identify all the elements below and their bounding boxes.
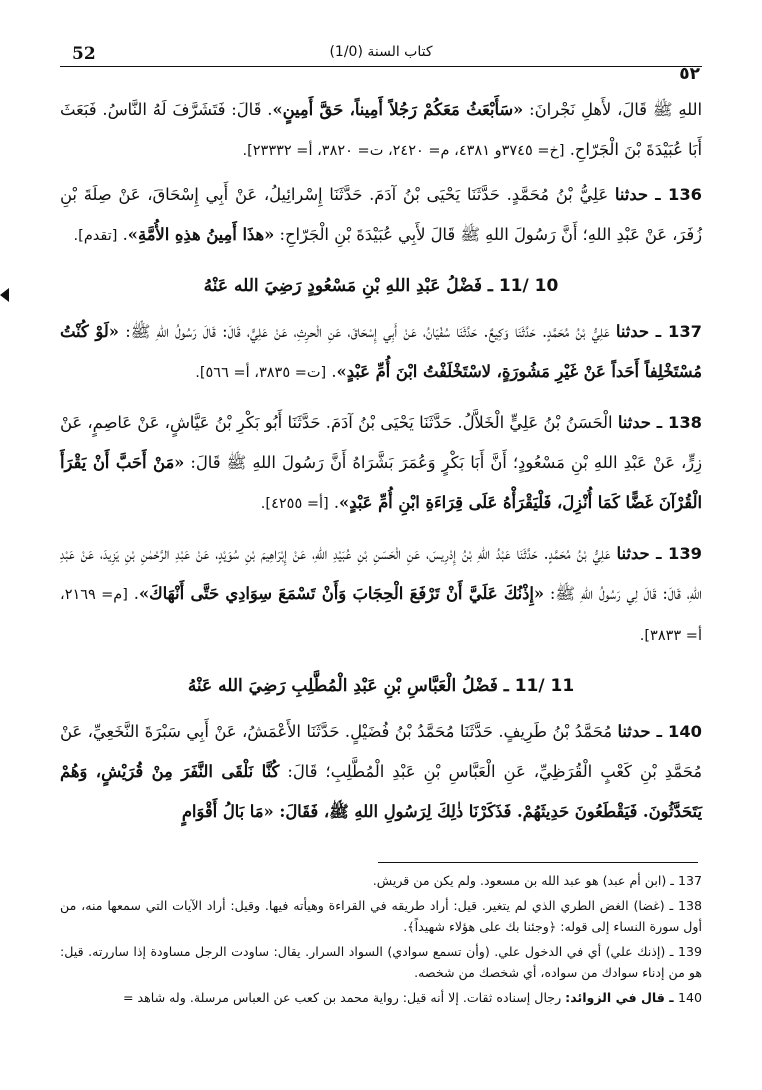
hadith-135-continuation: اللهِ ﷺ قَالَ، لأَهلِ نَجْرانَ: «سَأَبْعَثُ مَعَكُمْ رَجُلاً أَمِيناً، حَقَّ أَمِينٍ». قَالَ: فَتَشَرَّفَ لَهُ النَّاسُ. فَبَعَثَ أَبَا عُبَيْدَةَ بْنَ الْجَرّاحِ. [خ= ٣٧٤٥و ٤٣٨١، م= ٢٤٢٠، ت= ٣٨٢٠، أ= ٢٣٣٣٢]. (60, 100, 702, 159)
hadith-number: 139 (668, 544, 703, 563)
reference: [م= ٢١٦٩، أ= ٣٨٣٣]. (60, 587, 702, 644)
footnote-number: 138 (677, 897, 702, 913)
companion-quote: كُنَّا نَلْقَى النَّفَرَ مِنْ قُرَيْشٍ، وَهُمْ يَتَحَدَّثُونَ. فَيَقْطَعُونَ حَدِيثَهُمْ. فَذَكَرْنَا ذٰلِكَ لِرَسُولِ اللهِ ﷺ، فَقَالَ: (60, 762, 702, 821)
hadith-136: 136 ـ حدثنا عَلِيُّ بْنُ مُحَمَّدٍ. حَدَّثَنَا يَحْيَى بْنُ آدَمَ. حَدَّثَنَا إِسْرائِيلُ، عَنْ أَبِي إِسْحَاقَ، عَنْ صِلَةَ بْنِ زُفَرَ، عَنْ عَبْدِ اللهِ؛ أَنَّ رَسُولَ اللهِ ﷺ قَالَ لأَبِي عُبَيْدَةَ بْنِ الْجَرّاحِ: «هذَا أَمِينُ هذِهِ الأُمَّةِ». [تقدم]. (60, 185, 703, 244)
hadith-lead: حدثنا (617, 413, 651, 432)
footnote-140 (60, 987, 702, 1009)
main-text (60, 90, 702, 842)
hadith-lead: حدثنا (615, 322, 649, 341)
reference: [خ= ٣٧٤٥و ٤٣٨١، م= ٢٤٢٠، ت= ٣٨٢٠، أ= ٢٣٣٣٢]. (242, 143, 565, 159)
hadith-lead: حدثنا (614, 185, 648, 204)
chapter-number: 11 /11 (514, 676, 575, 696)
chapter-heading-11 (60, 666, 702, 706)
hadith-number: 137 (668, 322, 702, 341)
hadith-number: 136 (668, 185, 703, 204)
footnote-137 (60, 870, 702, 892)
footnote-139 (60, 941, 702, 984)
hadith-140: 140 ـ حدثنا مُحَمَّدُ بْنُ طَرِيفٍ. حَدَّثَنَا مُحَمَّدُ بْنُ فُضَيْلٍ. حَدَّثَنَا الأَعْمَشُ، عَنْ أَبِي سَبْرَةَ النَّخَعِيِّ، عَنْ مُحَمَّدِ بْنِ كَعْبٍ الْقُرَظِيِّ، عَنِ الْعَبَّاسِ بْنِ عَبْدِ الْمُطَّلِبِ؛ قَالَ: كُنَّا نَلْقَى النَّفَرَ مِنْ قُرَيْشٍ، وَهُمْ يَتَحَدَّثُونَ. فَيَقْطَعُونَ حَدِيثَهُمْ. فَذَكَرْنَا ذٰلِكَ لِرَسُولِ اللهِ ﷺ، فَقَالَ: «مَا بَالُ أَقْوَامٍ (60, 722, 703, 821)
footnote-text: ـ (ابن أم عبد) هو عبد الله بن مسعود. ولم يكن من قريش. (372, 873, 678, 888)
hadith-139: 139 ـ حدثنا عَلِيُّ بْنُ مُحَمَّدٍ. حَدَّثَنَا عَبْدُ اللهِ بْنُ إِدْرِيسَ، عَنِ الْحَسَنِ بْنِ عُبَيْدِ اللهِ، عَنْ إِبْرَاهِيمَ بْنِ سُوَيْدٍ، عَنْ عَبْدِ الرَّحْمٰنِ بْنِ يَزِيدَ، عَنْ عَبْدِ اللهِ، قَالَ: قَالَ لِي رَسُولُ اللهِ ﷺ: «إِذْنُكَ عَلَيَّ أَنْ تَرْفَعَ الْحِجَابَ وَأَنْ تَسْمَعَ سِوَادِي حَتَّى أَنْهَاكَ». [م= ٢١٦٩، أ= ٣٨٣٣]. (60, 544, 703, 644)
reference: [تقدم]. (73, 228, 118, 244)
running-title: (1/0) كتاب السنة (329, 44, 433, 60)
hadith-lead: حدثنا (616, 544, 650, 563)
reference: [أ= ٤٢٥٥]. (260, 496, 329, 512)
prophetic-quote: «هذَا أَمِينُ هذِهِ الأُمَّةِ» (127, 225, 275, 244)
prophetic-quote: «مَا بَالُ أَقْوَامٍ (181, 802, 274, 821)
footnote-label: ـ قال في الزوائد: (565, 989, 678, 1005)
footnote-number: 140 (677, 989, 702, 1005)
prophetic-quote: «إِذْنُكَ عَلَيَّ أَنْ تَرْفَعَ الْحِجَابَ وَأَنْ تَسْمَعَ سِوَادِي حَتَّى أَنْهَاكَ» (138, 584, 545, 603)
hadith-number: 138 (668, 413, 702, 432)
margin-marker-icon (0, 288, 9, 302)
footnote-text: ـ (إذنك علي) أي في الدخول علي. (وأن تسمع سوادي) السواد السرار. يقال: ساودت الرجل مساودة إذا ساررته. قيل: هو من إدناء سوادك من سواده، أي شخصك من شخصه. (60, 943, 702, 980)
prophetic-quote: «مَنْ أَحَبَّ أَنْ يَقْرَأَ الْقُرْآنَ غَضًّا كَمَا أُنْزِلَ، فَلْيَقْرَأْهُ عَلَى قِرَاءَةِ ابْنِ أُمِّ عَبْدٍ» (60, 453, 702, 512)
page-number-arabic: ٥٢ (679, 64, 700, 84)
hadith-number: 140 (668, 722, 703, 741)
footnote-text: ـ (غضا) الغض الطري الذي لم يتغير. قيل: أراد طريقه في القراءة وهيأته فيها. وقيل: أراد الآيات التي سمعها منه، من أول سورة النساء إلى قوله: ﴿وجئنا بك على هؤلاء شهيداً﴾. (60, 897, 702, 934)
chapter-title: ـ فَضْلُ الْعَبَّاسِ بْنِ عَبْدِ الْمُطَّلِبِ رَضِيَ الله عَنْهُ (187, 676, 515, 696)
footnote-138 (60, 895, 702, 938)
prophetic-quote: «سَأَبْعَثُ مَعَكُمْ رَجُلاً أَمِيناً، حَقَّ أَمِينٍ» (272, 100, 524, 119)
hadith-lead: حدثنا (617, 722, 651, 741)
reference: [ت= ٣٨٣٥، أ= ٥٦٦]. (195, 365, 327, 381)
footnote-number: 139 (677, 943, 702, 959)
chapter-number: 10 /11 (498, 276, 559, 296)
footnote-number: 137 (677, 873, 702, 888)
footnote-text: رجال إسناده ثقات. إلا أنه قيل: رواية محمد بن كعب عن العباس مرسلة. وله شاهد = (122, 989, 566, 1005)
prophetic-quote: «لَوْ كُنْتُ مُسْتَخْلِفاً أَحَداً عَنْ غَيْرِ مَشُورَةٍ، لاسْتَخْلَفْتُ ابْنَ أُمِّ عَبْدٍ» (60, 322, 702, 381)
header-rule (60, 66, 702, 67)
page-number-latin: 52 (72, 44, 96, 64)
footnote-rule (378, 862, 698, 863)
chapter-title: ـ فَضْلُ عَبْدِ اللهِ بْنِ مَسْعُودٍ رَضِيَ الله عَنْهُ (203, 276, 499, 296)
footnotes (60, 870, 702, 1011)
hadith-137: 137 ـ حدثنا عَلِيُّ بْنُ مُحَمَّدٍ. حَدَّثَنَا وَكِيعٌ. حَدَّثَنَا سُفْيَانُ، عَنْ أَبِي إِسْحَاقَ، عَنِ الْحرِثِ، عَنْ عَلِيٍّ، قَالَ: قَالَ رَسُولُ اللهِ ﷺ: «لَوْ كُنْتُ مُسْتَخْلِفاً أَحَداً عَنْ غَيْرِ مَشُورَةٍ، لاسْتَخْلَفْتُ ابْنَ أُمِّ عَبْدٍ». [ت= ٣٨٣٥، أ= ٥٦٦]. (60, 322, 702, 381)
chapter-heading-10 (60, 266, 702, 306)
hadith-138: 138 ـ حدثنا الْحَسَنُ بْنُ عَلِيٍّ الْخَلاَّلُ. حَدَّثَنَا يَحْيَى بْنُ آدَمَ. حَدَّثَنَا أَبُو بَكْرِ بْنُ عَيَّاشٍ، عَنْ عَاصِمٍ، عَنْ زِرٍّ، عَنْ عَبْدِ اللهِ بْنِ مَسْعُودٍ؛ أَنَّ أَبَا بَكْرٍ وَعُمَرَ بَشَّرَاهُ أَنَّ رَسُولَ اللهِ ﷺ قَالَ: «مَنْ أَحَبَّ أَنْ يَقْرَأَ الْقُرْآنَ غَضًّا كَمَا أُنْزِلَ، فَلْيَقْرَأْهُ عَلَى قِرَاءَةِ ابْنِ أُمِّ عَبْدٍ». [أ= ٤٢٥٥]. (60, 413, 702, 512)
